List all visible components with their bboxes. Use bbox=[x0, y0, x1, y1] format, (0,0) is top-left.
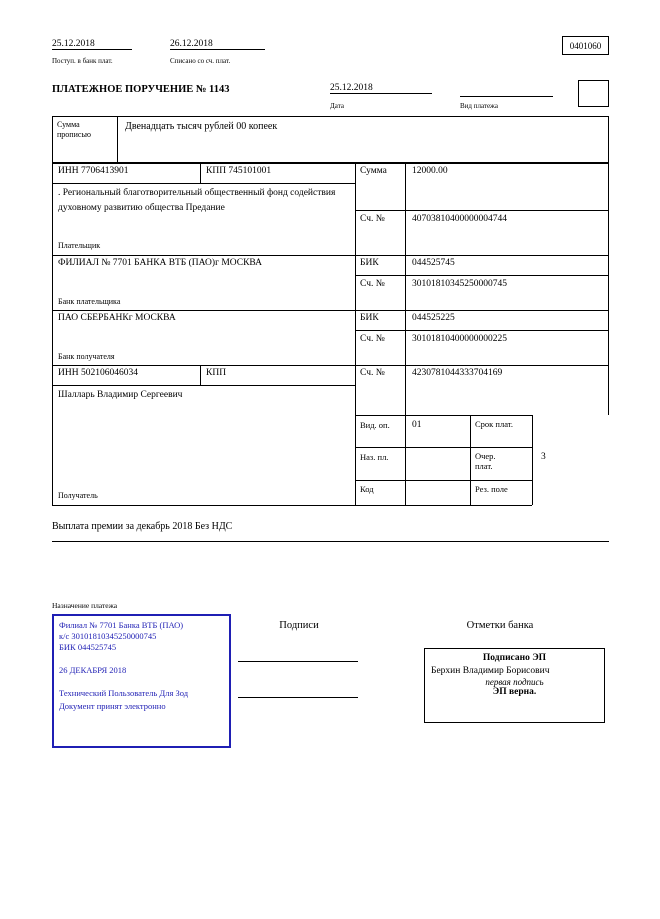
grid-line bbox=[52, 385, 355, 386]
grid-line bbox=[470, 415, 471, 505]
grid-line bbox=[355, 480, 532, 481]
payer-account: 40703810400000004744 bbox=[412, 214, 507, 224]
document-title: ПЛАТЕЖНОЕ ПОРУЧЕНИЕ № 1143 bbox=[52, 84, 230, 95]
table-border-right bbox=[608, 163, 609, 415]
esign-name: Берхин Владимир Борисович bbox=[431, 666, 550, 676]
purpose-code-label: Наз. пл. bbox=[360, 452, 389, 462]
payer-kpp: КПП 745101001 bbox=[206, 166, 272, 176]
payee-bank-section-label: Банк получателя bbox=[58, 352, 115, 361]
document-date-label: Дата bbox=[330, 102, 344, 110]
due-date-label: Срок плат. bbox=[475, 419, 513, 429]
code-label: Код bbox=[360, 484, 374, 494]
amount-words-label: Сумма прописью bbox=[57, 120, 92, 139]
grid-line bbox=[52, 310, 608, 311]
grid-line bbox=[52, 255, 608, 256]
stamp-user: Технический Пользователь Для Зод bbox=[59, 688, 189, 698]
grid-line bbox=[532, 415, 533, 505]
grid-line bbox=[200, 163, 201, 183]
bank-electronic-stamp bbox=[52, 614, 231, 748]
esign-box bbox=[424, 648, 605, 723]
payer-bank-account: 30101810345250000745 bbox=[412, 279, 507, 289]
grid-line bbox=[355, 447, 532, 448]
op-kind-value: 01 bbox=[412, 420, 422, 430]
payee-account-label: Сч. № bbox=[360, 368, 385, 378]
purpose-underline bbox=[52, 541, 609, 542]
signature-line-1 bbox=[238, 661, 358, 662]
signatures-header: Подписи bbox=[279, 620, 319, 631]
payer-bank-name: ФИЛИАЛ № 7701 БАНКА ВТБ (ПАО)г МОСКВА bbox=[58, 258, 263, 268]
stamp-bik: БИК 044525745 bbox=[59, 642, 117, 652]
esign-role: первая подпись bbox=[485, 677, 544, 687]
payee-bank-bik-label: БИК bbox=[360, 313, 379, 323]
payer-section-label: Плательщик bbox=[58, 241, 101, 250]
payment-purpose-text: Выплата премии за декабрь 2018 Без НДС bbox=[52, 521, 233, 532]
grid-line bbox=[405, 163, 406, 505]
amount-words-value: Двенадцать тысяч рублей 00 копеек bbox=[125, 121, 278, 132]
priority-label: Очер. плат. bbox=[475, 451, 496, 471]
table-border-top bbox=[52, 163, 608, 164]
amount-words-divider bbox=[117, 117, 118, 162]
received-in-bank-label: Поступ. в банк плат. bbox=[52, 57, 113, 65]
stamp-note: Документ принят электронно bbox=[59, 701, 166, 711]
payee-section-label: Получатель bbox=[58, 491, 98, 500]
payer-bank-section-label: Банк плательщика bbox=[58, 297, 121, 306]
payment-kind-line bbox=[460, 83, 553, 97]
esign-title: Подписано ЭП bbox=[482, 653, 547, 663]
table-border-left bbox=[52, 163, 53, 505]
stamp-bank-name: Филиал № 7701 Банка ВТБ (ПАО) bbox=[59, 620, 184, 630]
grid-line bbox=[355, 415, 532, 416]
received-in-bank-date: 25.12.2018 bbox=[52, 39, 132, 50]
payer-inn: ИНН 7706413901 bbox=[58, 166, 129, 176]
grid-line bbox=[200, 365, 201, 385]
payer-account-label: Сч. № bbox=[360, 214, 385, 224]
form-code-box: 0401060 bbox=[562, 36, 609, 55]
table-border-bottom bbox=[52, 505, 532, 506]
grid-line bbox=[355, 275, 608, 276]
esign-verified: ЭП верна. bbox=[492, 687, 537, 697]
requisites-table bbox=[52, 163, 609, 506]
reserve-field-label: Рез. поле bbox=[475, 484, 508, 494]
grid-line bbox=[355, 330, 608, 331]
payee-account: 4230781044333704169 bbox=[412, 368, 503, 378]
written-off-label: Списано со сч. плат. bbox=[170, 57, 231, 65]
written-off-date: 26.12.2018 bbox=[170, 39, 265, 50]
payer-bank-bik: 044525745 bbox=[412, 258, 455, 268]
document-date-value: 25.12.2018 bbox=[330, 83, 432, 94]
payer-name: . Региональный благотворительный общественный фонд содействия духовному развитию общества Предание bbox=[58, 188, 336, 213]
sum-value: 12000.00 bbox=[412, 166, 448, 176]
grid-line bbox=[355, 163, 356, 505]
payee-inn: ИНН 502106046034 bbox=[58, 368, 138, 378]
op-kind-label: Вид. оп. bbox=[360, 420, 390, 430]
payee-bank-account-label: Сч. № bbox=[360, 334, 385, 344]
grid-line bbox=[355, 210, 608, 211]
priority-value: 3 bbox=[541, 452, 546, 462]
payee-kpp-label: КПП bbox=[206, 368, 227, 378]
payment-purpose-label: Назначение платежа bbox=[52, 601, 118, 610]
payee-bank-name: ПАО СБЕРБАНКг МОСКВА bbox=[58, 313, 176, 323]
payee-name: Шалларь Владимир Сергеевич bbox=[58, 390, 183, 400]
payee-bank-account: 30101810400000000225 bbox=[412, 334, 507, 344]
payer-bank-bik-label: БИК bbox=[360, 258, 379, 268]
payee-bank-bik: 044525225 bbox=[412, 313, 455, 323]
payer-bank-account-label: Сч. № bbox=[360, 279, 385, 289]
signature-line-2 bbox=[238, 697, 358, 698]
grid-line bbox=[52, 365, 608, 366]
bank-marks-header: Отметки банка bbox=[466, 620, 534, 631]
sum-label: Сумма bbox=[360, 166, 387, 176]
stamp-date: 26 ДЕКАБРЯ 2018 bbox=[59, 665, 127, 675]
status-box bbox=[578, 80, 609, 107]
payment-kind-label: Вид платежа bbox=[460, 102, 499, 110]
grid-line bbox=[52, 183, 355, 184]
stamp-corr-account: к/с 30101810345250000745 bbox=[59, 631, 157, 641]
amount-words-block bbox=[52, 116, 609, 163]
